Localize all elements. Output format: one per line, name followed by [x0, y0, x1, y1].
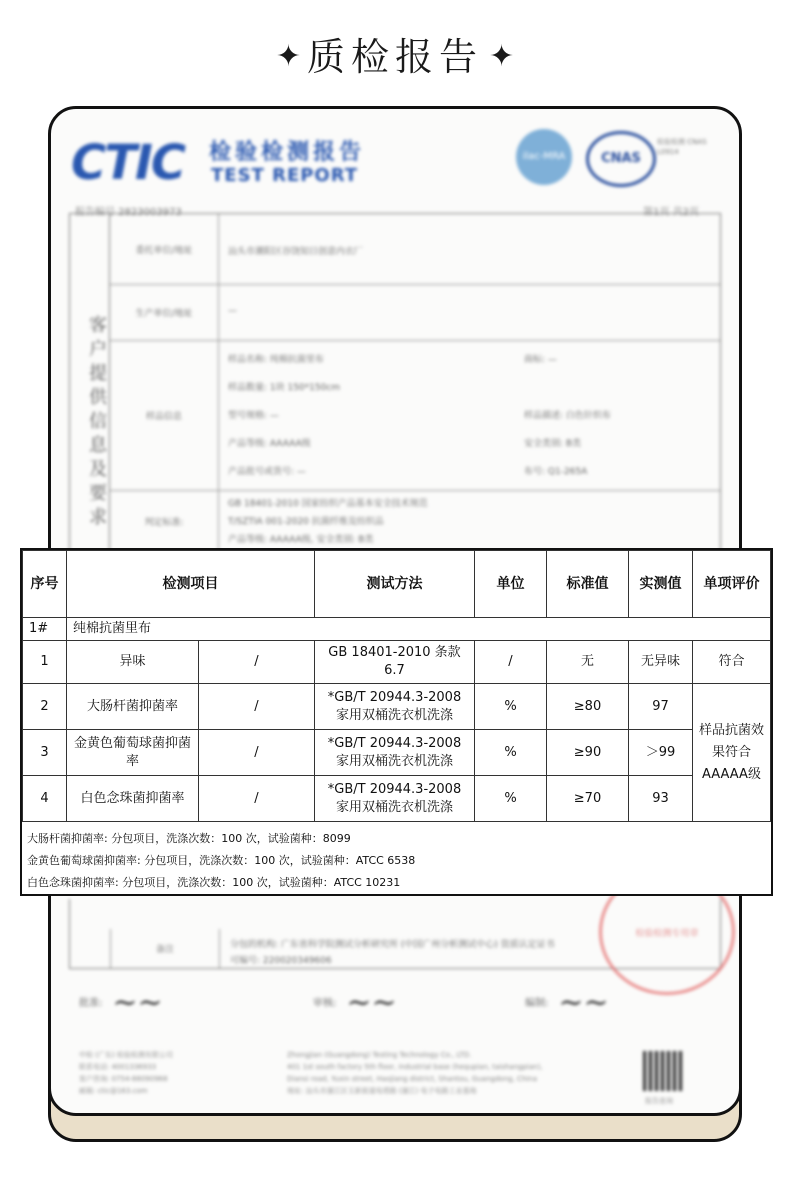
row-measured: 97 [629, 684, 693, 730]
field-name: 样品名称: 纯棉抗菌里布 [228, 355, 324, 365]
header-seq: 序号 [23, 551, 67, 618]
judge-label: 判定标准: [110, 490, 219, 552]
results-table [22, 550, 771, 822]
standard-line: GB 18401-2010 国家纺织产品基本安全技术规范 [228, 499, 428, 509]
field-model: 型号规格: — [228, 411, 279, 421]
field-desc: 样品描述: 白色针织布 [524, 411, 611, 421]
row-method [315, 730, 475, 776]
client-row [110, 214, 720, 285]
star-icon: ✦ [275, 39, 301, 74]
signature-mark: ~~ [112, 985, 163, 1020]
footer-line: Zhongjian (Guangdong) Testing Technology Co., LTD. [287, 1051, 472, 1059]
qr-code [643, 1051, 683, 1091]
method-line: 家用双桶洗衣机洗涤 [335, 799, 453, 815]
row-standard: ≥90 [547, 730, 629, 776]
method-line: 家用双桶洗衣机洗涤 [335, 753, 453, 769]
note-line: 大肠杆菌抑菌率: 分包项目，洗涤次数：100 次，试验菌种：8099 [27, 832, 351, 845]
note-line: 白色念珠菌抑菌率: 分包项目，洗涤次数：100 次，试验菌种：ATCC 10231 [27, 876, 401, 889]
table-row [23, 684, 771, 730]
remark-line: 可编号: 220020349606 [230, 956, 332, 966]
row-seq: 3 [23, 730, 67, 776]
maker-value: — [228, 306, 237, 316]
row-unit: / [475, 641, 547, 684]
ctic-logo [71, 135, 184, 191]
method-line: 6.7 [384, 663, 405, 678]
cnas-seal: CNAS [586, 131, 656, 187]
client-info-table [69, 213, 721, 553]
row-unit: % [475, 684, 547, 730]
row-measured: 无异味 [629, 641, 693, 684]
field-art: 布号: Q1-265A [524, 467, 588, 477]
note-line: 金黄色葡萄球菌抑菌率: 分包项目，洗涤次数：100 次，试验菌种：ATCC 6538 [27, 854, 416, 867]
row-item: 金黄色葡萄球菌抑菌率 [67, 730, 199, 776]
footer-line: 地址: 汕头市濠江区玉新街道电塔路 (濠江) 电子电路工业基地 [287, 1087, 477, 1095]
logo-cn: 检验检测报告 [209, 140, 366, 165]
row-standard: ≥70 [547, 776, 629, 822]
sample-info-row [110, 340, 720, 491]
review-label: 审核: [313, 998, 337, 1009]
sample-info-label: 样品信息 [110, 340, 219, 490]
row-measured: 93 [629, 776, 693, 822]
standard-line: 产品等级: AAAAA级, 安全类别: B类 [228, 535, 374, 545]
header-standard: 标准值 [547, 551, 629, 618]
row-measured: ＞99 [629, 730, 693, 776]
method-line: *GB/T 20944.3-2008 [327, 689, 462, 705]
header-row [23, 551, 771, 618]
page-number: 第1页 共2页 [643, 207, 699, 218]
footer-line: 客户咨询: 0754-88090968 [79, 1075, 168, 1083]
footer-line: 邮箱: ctic@163.com [79, 1087, 148, 1095]
compile-label: 编制: [525, 998, 549, 1009]
field-qty: 样品数量: 1块 150*150cm [228, 383, 341, 393]
side-label: 客户提供信息及要求 [70, 214, 110, 552]
header-method: 测试方法 [315, 551, 475, 618]
approve-sign [79, 985, 163, 1020]
seal-caption: 检验检测 CNAS L0914 [657, 138, 707, 156]
red-stamp: 检验检测专用章 [599, 869, 735, 995]
client-value: 汕头市潮阳区谷饶知日创意内衣厂 [228, 247, 364, 257]
footer-line: 联系电话: 4001336933 [79, 1063, 157, 1071]
footer-line: 中检 (广东) 检验检测有限公司 [79, 1051, 173, 1059]
row-item: 白色念珠菌抑菌率 [67, 776, 199, 822]
signature-mark: ~~ [558, 985, 609, 1020]
maker-label: 生产单位/地址 [110, 284, 219, 340]
judge-row [110, 490, 720, 552]
row-standard: 无 [547, 641, 629, 684]
group-evaluation: 样品抗菌效果符合AAAAA级 [693, 684, 771, 822]
row-unit: % [475, 730, 547, 776]
remark-label: 备注 [110, 929, 220, 968]
maker-row [110, 284, 720, 341]
logo-text: CTIC [71, 135, 185, 191]
standard-line: T/SZTIA 001-2020 抗菌纤维及纺织品 [228, 517, 384, 527]
header-measured: 实测值 [629, 551, 693, 618]
table-row [23, 730, 771, 776]
field-brand: 商标: — [524, 355, 557, 365]
ilac-seal: ilac-MRA [516, 129, 572, 185]
client-label: 委托单位/地址 [110, 214, 219, 284]
table-row [23, 776, 771, 822]
report-number: 报告编号 2823003973 [75, 207, 182, 218]
footer-line: 401 1st south factory 5th floor, industrial base (hequpian, taishangpian), [287, 1063, 543, 1071]
star-icon: ✦ [489, 39, 515, 74]
row-standard: ≥80 [547, 684, 629, 730]
page-title-text: 质检报告 [306, 35, 483, 79]
row-sub: / [199, 776, 315, 822]
row-seq: 2 [23, 684, 67, 730]
row-sub: / [199, 641, 315, 684]
method-line: 家用双桶洗衣机洗涤 [335, 707, 453, 723]
page-title [0, 26, 790, 81]
row-seq: 1 [23, 641, 67, 684]
header-evaluation: 单项评价 [693, 551, 771, 618]
sample-name: 纯棉抗菌里布 [67, 618, 771, 641]
test-results-table [20, 548, 773, 896]
logo-en: TEST REPORT [211, 165, 359, 186]
remark-line: 分包的机构: 广东省科学院测试分析研究所 (中国广州分析测试中心) 资质认定证书 [230, 940, 555, 950]
row-method [315, 684, 475, 730]
field-safety: 安全类别: B类 [524, 439, 582, 449]
row-method [315, 641, 475, 684]
table-row [23, 641, 771, 684]
row-sub: / [199, 684, 315, 730]
footer-right [287, 1049, 543, 1097]
header-unit: 单位 [475, 551, 547, 618]
method-line: *GB/T 20944.3-2008 [327, 735, 462, 751]
row-unit: % [475, 776, 547, 822]
compile-sign [525, 985, 609, 1020]
header-item: 检测项目 [67, 551, 315, 618]
table-notes [22, 828, 770, 894]
footer-line: Diansi road, Yuxin street, Haojiang district, Shantou, Guangdong, China [287, 1075, 538, 1083]
row-item: 异味 [67, 641, 199, 684]
signature-mark: ~~ [346, 985, 397, 1020]
method-line: *GB/T 20944.3-2008 [327, 781, 462, 797]
sample-number: 1# [23, 618, 67, 641]
row-evaluation: 符合 [693, 641, 771, 684]
review-sign [313, 985, 397, 1020]
row-item: 大肠杆菌抑菌率 [67, 684, 199, 730]
sample-row [23, 618, 771, 641]
field-grade: 产品等级: AAAAA级 [228, 439, 311, 449]
row-seq: 4 [23, 776, 67, 822]
approve-label: 批准: [79, 998, 103, 1009]
field-batch: 产品批号或货号: — [228, 467, 306, 477]
method-line: GB 18401-2010 条款 [328, 645, 461, 660]
row-sub: / [199, 730, 315, 776]
qr-caption: 报告查询 [645, 1097, 673, 1105]
row-method [315, 776, 475, 822]
footer-left [79, 1049, 173, 1097]
